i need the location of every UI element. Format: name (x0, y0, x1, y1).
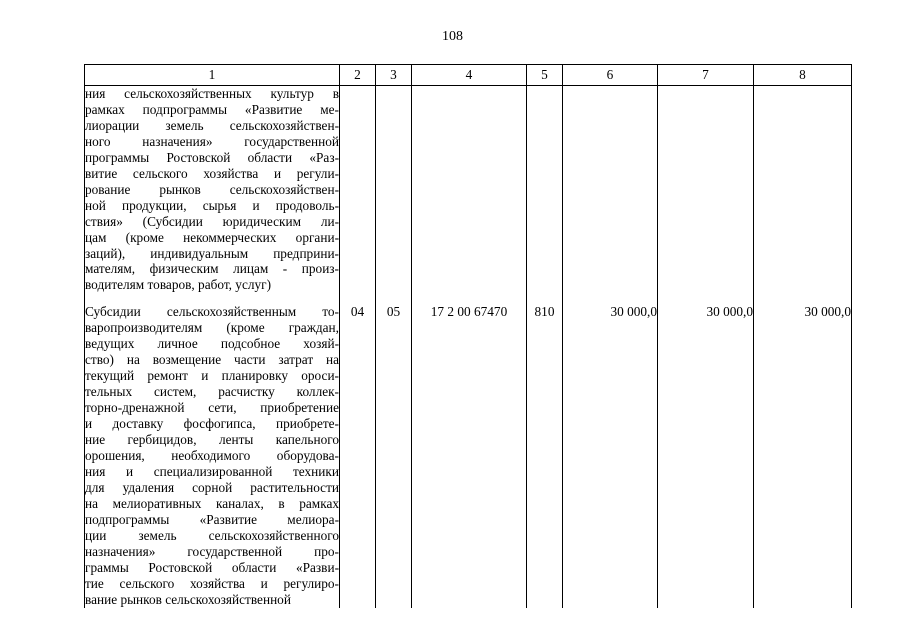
cell-subsection: 05 (376, 302, 412, 607)
table-header (85, 65, 852, 86)
description-line: витие сельского хозяйства и регули- (85, 165, 339, 181)
header-col-4: 4 (412, 65, 527, 86)
description-line: ство) на возмещение части затрат на (85, 352, 339, 368)
description-line: ной продукции, сырья и продоволь- (85, 197, 339, 213)
description-line: подпрограммы «Развитие мелиора- (85, 511, 339, 527)
description-line: тельных систем, расчистку коллек- (85, 384, 339, 400)
description-line: рование рынков сельскохозяйствен- (85, 181, 339, 197)
description-line: на мелиоративных каналах, в рамках (85, 495, 339, 511)
description-line: ние гербицидов, ленты капельного (85, 432, 339, 448)
header-col-8: 8 (754, 65, 852, 86)
description-line: граммы Ростовской области «Разви- (85, 559, 339, 575)
description-line: рамках подпрограммы «Развитие ме- (85, 101, 339, 117)
cell-amount-year-2 (658, 86, 754, 303)
description-line: заций), индивидуальным предприни- (85, 245, 339, 261)
cell-expense-type (527, 86, 563, 303)
description-line: программы Ростовской области «Раз- (85, 149, 339, 165)
description-line: мателям, физическим лицам - произ- (85, 261, 339, 277)
row-description (85, 302, 340, 607)
description-line: назначения» государственной про- (85, 543, 339, 559)
description-line: варопроизводителям (кроме граждан, (85, 320, 339, 336)
description-line: ния сельскохозяйственных культур в (85, 86, 339, 101)
header-col-3: 3 (376, 65, 412, 86)
cell-subsection (376, 86, 412, 303)
table-row (85, 86, 852, 303)
page-number: 108 (442, 29, 463, 44)
cell-amount-year-3: 30 000,0 (754, 302, 852, 607)
description-line: текущий ремонт и планировку ороси- (85, 368, 339, 384)
row-description (85, 86, 340, 303)
description-line: водителям товаров, работ, услуг) (85, 277, 272, 293)
description-line: и доставку фосфогипса, приобрете- (85, 416, 339, 432)
description-line: ведущих личное подсобное хозяй- (85, 336, 339, 352)
description-line: ции земель сельскохозяйственного (85, 527, 339, 543)
cell-target-article (412, 86, 527, 303)
header-row (85, 65, 852, 86)
header-col-7: 7 (658, 65, 754, 86)
cell-amount-year-1 (563, 86, 658, 303)
cell-amount-year-1: 30 000,0 (563, 302, 658, 607)
description-line: лиорации земель сельскохозяйствен- (85, 117, 339, 133)
table-row (85, 302, 852, 607)
description-line: вание рынков сельскохозяйственной (85, 591, 291, 607)
cell-expense-type: 810 (527, 302, 563, 607)
cell-section: 04 (340, 302, 376, 607)
description-line: торно-дренажной сети, приобретение (85, 400, 339, 416)
description-line: для удаления сорной растительности (85, 479, 339, 495)
cell-target-article: 17 2 00 67470 (412, 302, 527, 607)
header-col-6: 6 (563, 65, 658, 86)
description-line: ствия» (Субсидии юридическим ли- (85, 213, 339, 229)
header-col-2: 2 (340, 65, 376, 86)
cell-amount-year-3 (754, 86, 852, 303)
header-col-5: 5 (527, 65, 563, 86)
cell-section (340, 86, 376, 303)
description-line: орошения, необходимого оборудова- (85, 447, 339, 463)
description-line: ния и специализированной техники (85, 463, 339, 479)
budget-table (84, 64, 852, 608)
description-line: цам (кроме некоммерческих органи- (85, 229, 339, 245)
cell-amount-year-2: 30 000,0 (658, 302, 754, 607)
header-col-1: 1 (85, 65, 340, 86)
description-line: ного назначения» государственной (85, 133, 339, 149)
description-line: Субсидии сельскохозяйственным то- (85, 304, 339, 320)
description-line: тие сельского хозяйства и регулиро- (85, 575, 339, 591)
